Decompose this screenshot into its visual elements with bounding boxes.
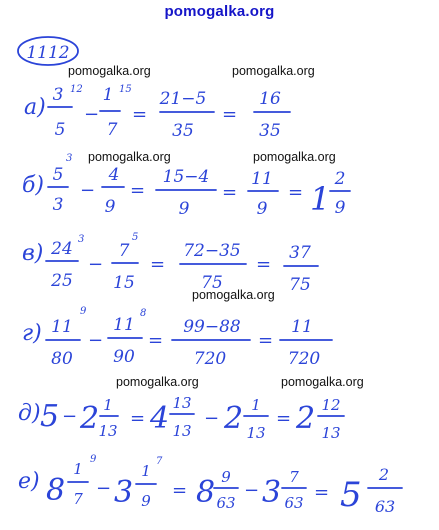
superscript: 9 <box>90 454 97 465</box>
numerator: 24 <box>51 239 73 259</box>
svg-text:=: = <box>148 330 164 351</box>
denominator: 80 <box>51 349 73 369</box>
denominator: 90 <box>113 347 135 367</box>
svg-text:=: = <box>132 104 148 125</box>
row-label: д) <box>18 401 41 426</box>
denominator: 9 <box>178 199 190 219</box>
svg-text:=: = <box>276 408 292 429</box>
denominator: 13 <box>321 424 341 442</box>
whole-part: 4 <box>150 401 170 436</box>
denominator: 720 <box>193 349 227 369</box>
watermark: pomogalka.org <box>88 150 171 164</box>
numerator: 72−35 <box>183 241 241 261</box>
denominator: 75 <box>289 275 311 295</box>
numerator: 2 <box>334 169 346 189</box>
numerator: 1 <box>251 396 261 414</box>
svg-text:−: − <box>62 406 78 427</box>
whole-part: 2 <box>80 401 100 436</box>
whole-part: 2 <box>224 401 244 436</box>
numerator: 13 <box>172 394 192 412</box>
numerator: 1 <box>103 396 113 414</box>
denominator: 9 <box>141 492 151 510</box>
row-b <box>22 153 350 219</box>
denominator: 25 <box>51 271 73 291</box>
denominator: 13 <box>246 424 266 442</box>
denominator: 75 <box>201 273 223 293</box>
numerator: 11 <box>51 317 73 337</box>
denominator: 9 <box>334 198 346 218</box>
row-g <box>22 306 332 369</box>
watermark: pomogalka.org <box>192 288 275 302</box>
superscript: 3 <box>66 153 73 164</box>
watermark: pomogalka.org <box>116 375 199 389</box>
numerator: 11 <box>113 315 135 335</box>
row-v <box>22 232 318 295</box>
denominator: 63 <box>374 497 396 516</box>
site-title: pomogalka.org <box>164 3 275 20</box>
whole-part: 3 <box>114 475 134 510</box>
superscript: 3 <box>78 234 85 245</box>
svg-text:=: = <box>288 182 304 203</box>
row-label: а) <box>24 95 46 120</box>
superscript: 8 <box>140 308 147 319</box>
svg-text:−: − <box>244 480 260 501</box>
numerator: 11 <box>251 169 273 189</box>
numerator: 1 <box>141 462 151 480</box>
row-label: г) <box>22 321 42 346</box>
superscript: 5 <box>132 232 139 243</box>
whole-part: 1 <box>310 180 331 218</box>
numerator: 37 <box>289 243 311 263</box>
watermark: pomogalka.org <box>281 375 364 389</box>
denominator: 9 <box>256 199 268 219</box>
denominator: 3 <box>52 195 64 215</box>
numerator: 11 <box>291 317 313 337</box>
denominator: 720 <box>287 349 321 369</box>
numerator: 1 <box>73 460 83 478</box>
numerator: 4 <box>108 165 120 185</box>
whole-part: 8 <box>46 473 66 508</box>
whole-part: 5 <box>40 399 60 434</box>
svg-text:−: − <box>204 408 220 429</box>
numerator: 16 <box>259 89 281 109</box>
denominator: 13 <box>172 422 192 440</box>
numerator: 12 <box>321 396 341 414</box>
numerator: 2 <box>378 465 390 484</box>
svg-text:=: = <box>258 330 274 351</box>
watermark: pomogalka.org <box>68 64 151 78</box>
svg-text:=: = <box>256 254 272 275</box>
denominator: 35 <box>172 121 194 141</box>
whole-part: 8 <box>196 475 216 510</box>
denominator: 5 <box>54 120 66 140</box>
numerator: 9 <box>221 468 231 486</box>
svg-text:=: = <box>314 482 330 503</box>
svg-text:=: = <box>130 408 146 429</box>
superscript: 15 <box>119 84 132 95</box>
superscript: 12 <box>70 84 83 95</box>
svg-text:−: − <box>80 180 96 201</box>
svg-text:=: = <box>222 182 238 203</box>
denominator: 9 <box>104 197 116 217</box>
row-label: в) <box>22 241 44 266</box>
watermark: pomogalka.org <box>253 150 336 164</box>
whole-part: 2 <box>296 401 316 436</box>
numerator: 3 <box>52 85 64 105</box>
denominator: 7 <box>73 490 83 508</box>
svg-text:−: − <box>84 104 100 125</box>
denominator: 63 <box>216 494 236 512</box>
numerator: 99−88 <box>183 317 241 337</box>
numerator: 21−5 <box>159 89 207 109</box>
denominator: 13 <box>98 422 118 440</box>
row-e <box>18 454 402 516</box>
whole-part: 5 <box>340 475 362 515</box>
denominator: 7 <box>106 120 118 140</box>
row-d <box>18 394 344 442</box>
superscript: 7 <box>156 456 163 467</box>
numerator: 1 <box>102 85 114 105</box>
denominator: 63 <box>284 494 304 512</box>
watermark: pomogalka.org <box>232 64 315 78</box>
denominator: 15 <box>113 273 135 293</box>
numerator: 5 <box>52 165 64 185</box>
denominator: 35 <box>259 121 281 141</box>
superscript: 9 <box>80 306 87 317</box>
svg-text:−: − <box>88 254 104 275</box>
numerator: 15−4 <box>162 167 210 187</box>
row-label: е) <box>18 469 40 494</box>
numerator: 7 <box>118 241 130 261</box>
svg-text:−: − <box>88 330 104 351</box>
svg-text:−: − <box>96 478 112 499</box>
numerator: 7 <box>289 468 299 486</box>
whole-part: 3 <box>262 475 282 510</box>
svg-text:=: = <box>222 104 238 125</box>
svg-text:=: = <box>172 480 188 501</box>
svg-text:=: = <box>130 180 146 201</box>
problem-number: 1112 <box>26 43 70 63</box>
row-a <box>24 84 290 141</box>
svg-text:=: = <box>150 254 166 275</box>
row-label: б) <box>22 173 45 198</box>
